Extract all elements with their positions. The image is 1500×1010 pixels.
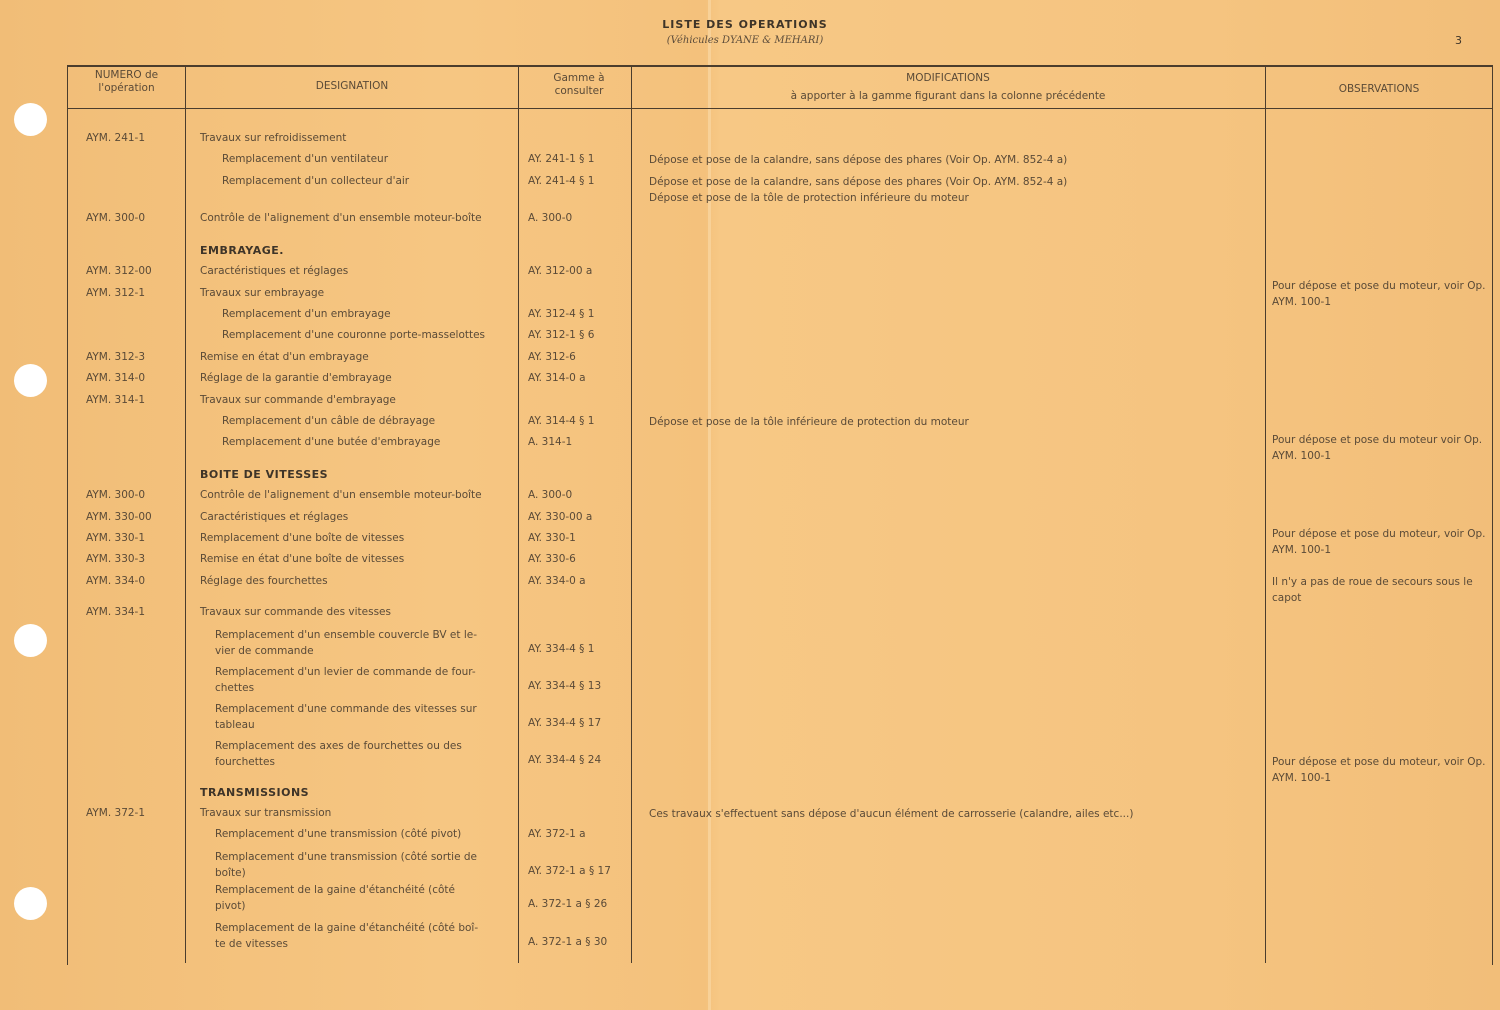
col-header-modifications: MODIFICATIONS [906, 72, 990, 84]
gamme-reference: AY. 372-1 a § 17 [528, 865, 611, 877]
operation-designation: Caractéristiques et réglages [200, 511, 349, 523]
operation-designation: Remplacement d'une boîte de vitesses [200, 532, 405, 544]
gamme-reference: A. 300-0 [528, 212, 573, 224]
operation-number: AYM. 334-1 [86, 606, 146, 618]
operation-designation: Travaux sur commande d'embrayage [200, 394, 396, 406]
modification-note: Dépose et pose de la tôle inférieure de protection du moteur [649, 416, 969, 428]
operation-designation: Remplacement de la gaine d'étanchéité (côté boî- te de vitesses [215, 922, 479, 950]
page-title: LISTE DES OPERATIONS [662, 18, 828, 31]
binder-hole [14, 887, 47, 920]
operation-number: AYM. 330-3 [86, 553, 146, 565]
operation-designation: Remplacement d'une commande des vitesses sur tableau [215, 703, 477, 731]
gamme-reference: AY. 241-4 § 1 [528, 175, 595, 187]
operation-number: AYM. 314-0 [86, 372, 146, 384]
operation-designation: Réglage de la garantie d'embrayage [200, 372, 392, 384]
operation-designation: Remplacement d'un levier de commande de four- chettes [215, 666, 476, 694]
operation-designation: Remplacement d'une butée d'embrayage [222, 436, 441, 448]
observation-note: Pour dépose et pose du moteur, voir Op. AYM. 100-1 [1272, 280, 1486, 308]
operation-number: AYM. 330-00 [86, 511, 152, 523]
column-divider [631, 65, 632, 963]
operation-number: AYM. 312-1 [86, 287, 146, 299]
gamme-reference: A. 372-1 a § 26 [528, 898, 608, 910]
observation-note: Pour dépose et pose du moteur, voir Op. AYM. 100-1 [1272, 756, 1486, 784]
operation-designation: Remplacement d'une transmission (côté sortie de boîte) [215, 851, 478, 879]
header-divider [67, 108, 1492, 109]
gamme-reference: AY. 334-4 § 24 [528, 754, 602, 766]
col-header-designation: DESIGNATION [315, 80, 389, 92]
column-divider [1265, 65, 1266, 963]
operation-number: AYM. 372-1 [86, 807, 146, 819]
section-heading: TRANSMISSIONS [200, 786, 310, 799]
gamme-reference: AY. 312-6 [528, 351, 576, 363]
operation-designation: Travaux sur embrayage [200, 287, 325, 299]
column-divider [185, 65, 186, 963]
gamme-reference: A. 314-1 [528, 436, 573, 448]
operation-designation: Remplacement d'un ventilateur [222, 153, 389, 165]
operation-designation: Contrôle de l'alignement d'un ensemble moteur-boîte [200, 212, 482, 224]
binder-hole [14, 364, 47, 397]
operation-designation: Remplacement de la gaine d'étanchéité (côté pivot) [215, 884, 455, 912]
observation-note: Pour dépose et pose du moteur, voir Op. AYM. 100-1 [1272, 528, 1486, 556]
gamme-reference: A. 300-0 [528, 489, 573, 501]
operation-designation: Réglage des fourchettes [200, 575, 328, 587]
gamme-reference: AY. 312-00 a [528, 265, 593, 277]
operation-designation: Travaux sur transmission [200, 807, 332, 819]
binder-hole [14, 624, 47, 657]
modification-note: Ces travaux s'effectuent sans dépose d'aucun élément de carrosserie (calandre, ailes etc...) [649, 808, 1134, 820]
section-heading: EMBRAYAGE. [200, 244, 284, 257]
gamme-reference: AY. 312-4 § 1 [528, 308, 595, 320]
operation-designation: Remplacement des axes de fourchettes ou des fourchettes [215, 740, 462, 768]
operation-number: AYM. 241-1 [86, 132, 146, 144]
gamme-reference: AY. 334-0 a [528, 575, 586, 587]
column-divider [518, 65, 519, 963]
operation-number: AYM. 312-3 [86, 351, 146, 363]
gamme-reference: AY. 314-0 a [528, 372, 586, 384]
operation-number: AYM. 300-0 [86, 489, 146, 501]
operation-designation: Travaux sur commande des vitesses [200, 606, 391, 618]
operation-designation: Remise en état d'une boîte de vitesses [200, 553, 405, 565]
section-heading: BOITE DE VITESSES [200, 468, 329, 481]
operation-designation: Remplacement d'un collecteur d'air [222, 175, 410, 187]
col-header-observations: OBSERVATIONS [1338, 83, 1420, 95]
operation-designation: Caractéristiques et réglages [200, 265, 349, 277]
operation-designation: Remplacement d'un ensemble couvercle BV et le- vier de commande [215, 629, 477, 657]
col-header-gamme: Gamme à consulter [553, 72, 605, 97]
modification-note: Dépose et pose de la calandre, sans dépose des phares (Voir Op. AYM. 852-4 a) [649, 154, 1068, 166]
operation-number: AYM. 314-1 [86, 394, 146, 406]
gamme-reference: AY. 334-4 § 13 [528, 680, 602, 692]
operation-designation: Contrôle de l'alignement d'un ensemble moteur-boîte [200, 489, 482, 501]
operation-number: AYM. 330-1 [86, 532, 146, 544]
gamme-reference: AY. 314-4 § 1 [528, 415, 595, 427]
gamme-reference: AY. 330-00 a [528, 511, 593, 523]
operation-designation: Remise en état d'un embrayage [200, 351, 369, 363]
operation-designation: Remplacement d'un embrayage [222, 308, 391, 320]
gamme-reference: AY. 312-1 § 6 [528, 329, 595, 341]
gamme-reference: A. 372-1 a § 30 [528, 936, 608, 948]
operation-designation: Travaux sur refroidissement [200, 132, 347, 144]
operation-number: AYM. 312-00 [86, 265, 152, 277]
gamme-reference: AY. 334-4 § 1 [528, 643, 595, 655]
gamme-reference: AY. 330-1 [528, 532, 576, 544]
gamme-reference: AY. 372-1 a [528, 828, 586, 840]
operation-designation: Remplacement d'une couronne porte-masselottes [222, 329, 486, 341]
observation-note: Il n'y a pas de roue de secours sous le capot [1272, 576, 1473, 604]
gamme-reference: AY. 334-4 § 17 [528, 717, 602, 729]
gamme-reference: AY. 330-6 [528, 553, 576, 565]
operation-designation: Remplacement d'une transmission (côté pivot) [215, 828, 462, 840]
col-header-numero: NUMERO de l'opération [94, 69, 159, 94]
operation-number: AYM. 334-0 [86, 575, 146, 587]
page-subtitle: (Véhicules DYANE & MEHARI) [666, 35, 824, 46]
page-number: 3 [1455, 34, 1462, 47]
gamme-reference: AY. 241-1 § 1 [528, 153, 595, 165]
operation-number: AYM. 300-0 [86, 212, 146, 224]
col-header-modifications-sub: à apporter à la gamme figurant dans la colonne précédente [790, 90, 1106, 102]
modification-note: Dépose et pose de la calandre, sans dépose des phares (Voir Op. AYM. 852-4 a) Dépose et pose de la tôle de protection inférieure du moteur [649, 176, 1068, 204]
operation-designation: Remplacement d'un câble de débrayage [222, 415, 436, 427]
observation-note: Pour dépose et pose du moteur voir Op. AYM. 100-1 [1272, 434, 1483, 462]
binder-hole [14, 103, 47, 136]
